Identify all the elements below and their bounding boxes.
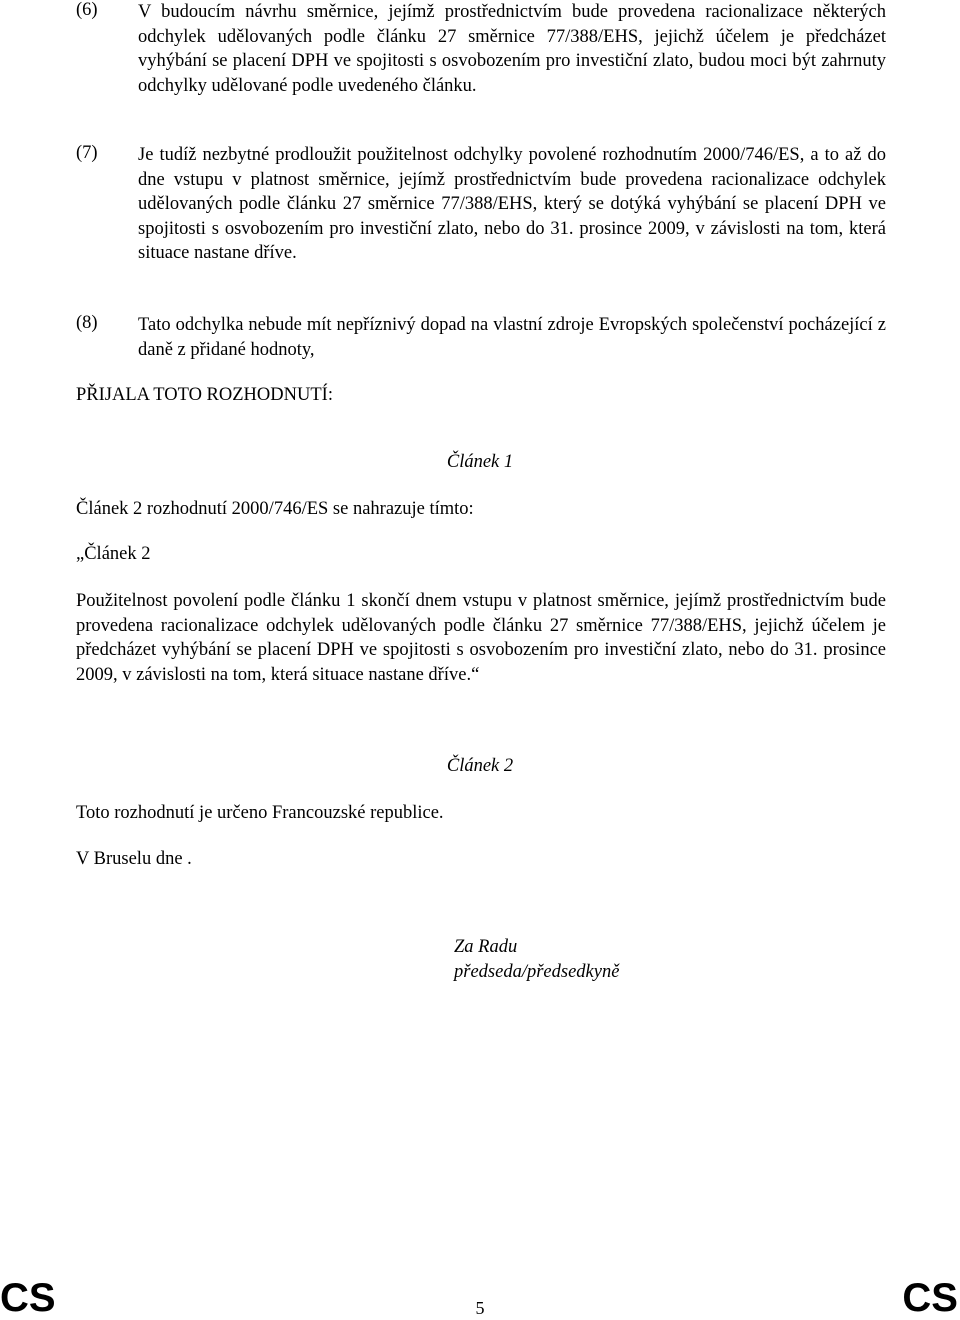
recital-number: (8): [76, 313, 98, 333]
recital-7: [76, 143, 886, 266]
signature-block: [454, 935, 619, 985]
recital-text: V budoucím návrhu směrnice, jejímž prostřednictvím bude provedena racionalizace některých odchylek udělovaných podle článku 27 směrnice 77/388/EHS, jejichž účelem je předcházet vyhýbání se placení DPH ve spojitosti s osvobozením pro investiční zlato, budou moci být zahrnuty odchylky udělované podle uvedeného článku.: [138, 2, 886, 96]
place-date: V Bruselu dne .: [76, 849, 192, 869]
signature-role: předseda/předsedkyně: [454, 962, 620, 982]
page-number: 5: [475, 1298, 485, 1318]
recital-text: Tato odchylka nebude mít nepříznivý dopad na vlastní zdroje Evropských společenství pocházející z daně z přidané hodnoty,: [138, 315, 886, 360]
article-2-heading: Článek 2: [446, 756, 514, 776]
recital-6: [76, 0, 886, 98]
recital-number: (7): [76, 143, 98, 163]
article-2-text: Toto rozhodnutí je určeno Francouzské republice.: [76, 803, 444, 823]
footer-language-right: CS: [902, 1276, 958, 1320]
adoption-line: PŘIJALA TOTO ROZHODNUTÍ:: [76, 385, 333, 405]
recital-text: Je tudíž nezbytné prodloužit použitelnost odchylky povolené rozhodnutím 2000/746/ES, a to až do dne vstupu v platnost směrnice, jejímž prostřednictvím bude provedena racionalizace odchylek udělovaných podle článku 27 směrnice 77/388/EHS, který se dotýká vyhýbání se placení DPH ve spojitosti s osvobozením pro investiční zlato, nebo do 31. prosince 2009, v závislosti na tom, která situace nastane dříve.: [138, 145, 886, 263]
footer-language-left: CS: [0, 1276, 56, 1320]
article-1-heading: Článek 1: [446, 452, 514, 472]
recital-8: [76, 313, 886, 362]
quoted-article-text: Použitelnost povolení podle článku 1 skončí dnem vstupu v platnost směrnice, jejímž prostřednictvím bude provedena racionalizace odchylek udělovaných podle článku 27 směrnice 77/388/EHS, jejichž účelem je předcházet vyhýbání se placení DPH ve spojitosti s osvobozením pro investiční zlato, nebo do 31. prosince 2009, v závislosti na tom, která situace nastane dříve.“: [76, 591, 886, 685]
article-1-intro: Článek 2 rozhodnutí 2000/746/ES se nahrazuje tímto:: [76, 499, 474, 519]
signature-for: Za Radu: [454, 937, 518, 957]
quoted-article-heading: „Článek 2: [76, 544, 151, 564]
recital-number: (6): [76, 0, 98, 20]
